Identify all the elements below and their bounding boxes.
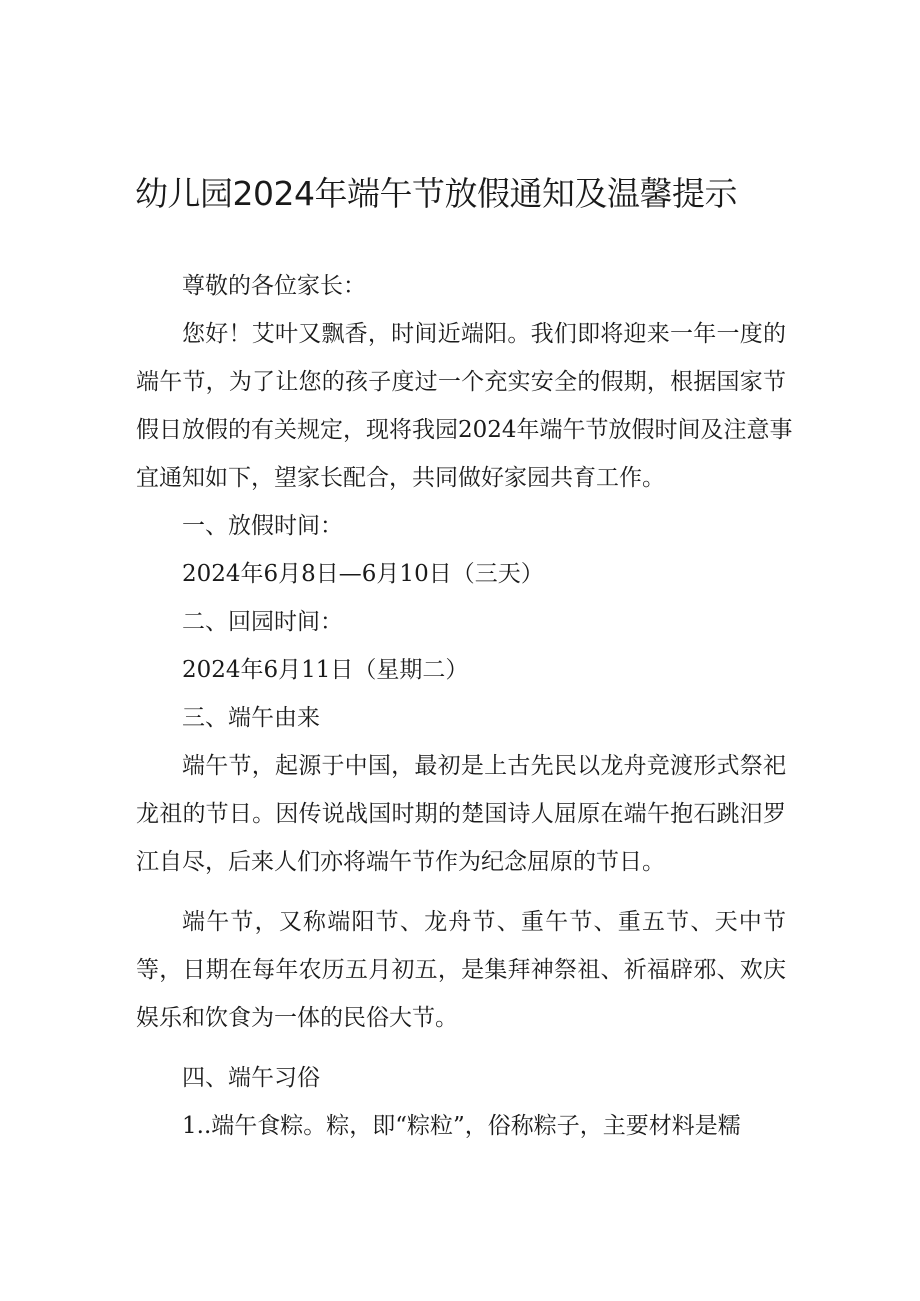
paragraph-line: 龙祖的节日。因传说战国时期的楚国诗人屈原在端午抱石跳汨罗 [136,801,786,827]
origin-paragraph [136,742,786,886]
document-body [136,262,793,1150]
section-heading: 四、端午习俗 [182,1065,320,1091]
custom-item: 1..端午食粽。粽，即“粽粒”，俗称粽子，主要材料是糯 [182,1113,741,1139]
paragraph-line: 端午节，为了让您的孩子度过一个充实安全的假期，根据国家节 [136,369,786,395]
section-heading: 二、回园时间： [182,609,343,635]
paragraph-line: 假日放假的有关规定，现将我园2024年端午节放假时间及注意事 [136,417,793,443]
salutation: 尊敬的各位家长： [182,273,366,299]
names-paragraph [136,898,786,1042]
paragraph-line: 娱乐和饮食为一体的民俗大节。 [136,1005,458,1031]
paragraph-line: 您好！艾叶又飘香，时间近端阳。我们即将迎来一年一度的 [182,321,786,347]
paragraph-line: 等，日期在每年农历五月初五，是集拜神祭祖、祈福辟邪、欢庆 [136,957,786,983]
section-heading: 一、放假时间： [182,513,343,539]
paragraph-line: 宜通知如下，望家长配合，共同做好家园共育工作。 [136,465,665,491]
document-title: 幼儿园2024年端午节放假通知及温馨提示 [135,174,737,213]
paragraph-line: 端午节，起源于中国，最初是上古先民以龙舟竞渡形式祭祀 [182,753,786,779]
return-date: 2024年6月11日（星期二） [182,657,469,683]
holiday-dates: 2024年6月8日—6月10日（三天） [182,561,544,587]
paragraph-line: 端午节，又称端阳节、龙舟节、重午节、重五节、天中节 [182,909,786,935]
section-heading: 三、端午由来 [182,705,320,731]
intro-paragraph [136,310,793,502]
paragraph-line: 江自尽，后来人们亦将端午节作为纪念屈原的节日。 [136,849,665,875]
